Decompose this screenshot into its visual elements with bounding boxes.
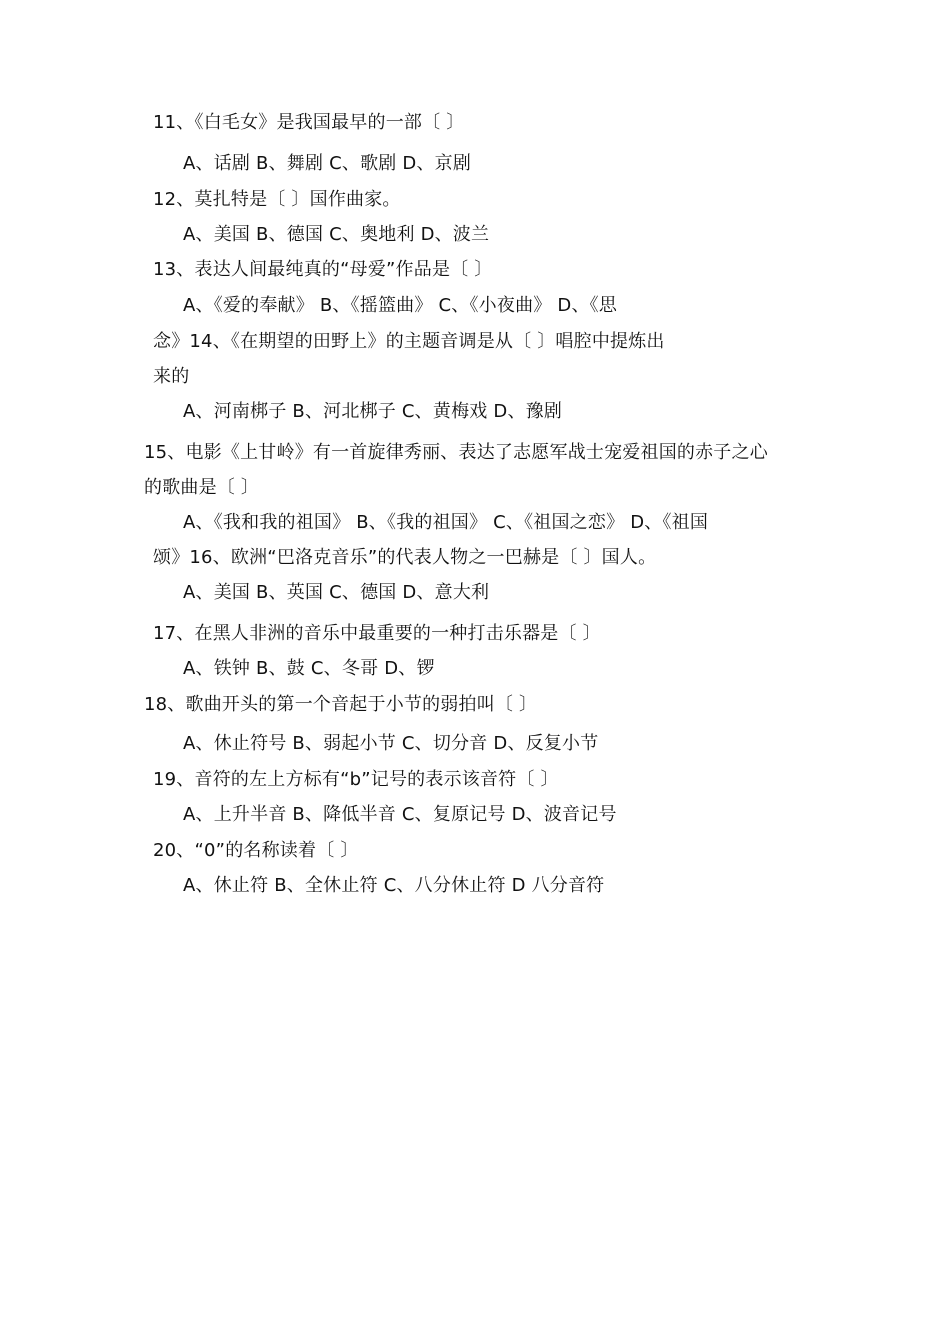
question-11: 11、《白毛女》是我国最早的一部〔 〕 xyxy=(153,112,465,133)
question-20: 20、“0”的名称读着〔 〕 xyxy=(153,840,359,861)
options-12: A、美国 B、德国 C、奥地利 D、波兰 xyxy=(183,224,490,245)
question-18: 18、歌曲开头的第一个音起于小节的弱拍叫〔 〕 xyxy=(144,694,538,715)
options-11: A、话剧 B、舞剧 C、歌剧 D、京剧 xyxy=(183,153,472,174)
options-16: A、美国 B、英国 C、德国 D、意大利 xyxy=(183,582,490,603)
options-18: A、休止符号 B、弱起小节 C、切分音 D、反复小节 xyxy=(183,733,599,754)
question-15: 15、电影《上甘岭》有一首旋律秀丽、表达了志愿军战士宠爱祖国的赤子之心 xyxy=(144,442,768,463)
question-17: 17、在黑人非洲的音乐中最重要的一种打击乐器是〔 〕 xyxy=(153,623,601,644)
options-19: A、上升半音 B、降低半音 C、复原记号 D、波音记号 xyxy=(183,804,617,825)
options-20: A、休止符 B、全休止符 C、八分休止符 D 八分音符 xyxy=(183,875,605,896)
question-19: 19、音符的左上方标有“b”记号的表示该音符〔 〕 xyxy=(153,769,559,790)
question-15-continued: 的歌曲是〔 〕 xyxy=(144,477,260,498)
question-14: 念》14、《在期望的田野上》的主题音调是从〔 〕唱腔中提炼出 xyxy=(153,331,665,352)
question-12: 12、莫扎特是〔 〕国作曲家。 xyxy=(153,189,401,210)
question-13: 13、表达人间最纯真的“母爱”作品是〔 〕 xyxy=(153,259,493,280)
options-14: A、河南梆子 B、河北梆子 C、黄梅戏 D、豫剧 xyxy=(183,401,563,422)
options-17: A、铁钟 B、鼓 C、冬哥 D、锣 xyxy=(183,658,435,679)
options-13: A、《爱的奉献》 B、《摇篮曲》 C、《小夜曲》 D、《思 xyxy=(183,295,618,316)
options-15: A、《我和我的祖国》 B、《我的祖国》 C、《祖国之恋》 D、《祖国 xyxy=(183,512,709,533)
question-14-continued: 来的 xyxy=(153,366,190,387)
question-16: 颂》16、欧洲“巴洛克音乐”的代表人物之一巴赫是〔 〕国人。 xyxy=(153,547,657,568)
